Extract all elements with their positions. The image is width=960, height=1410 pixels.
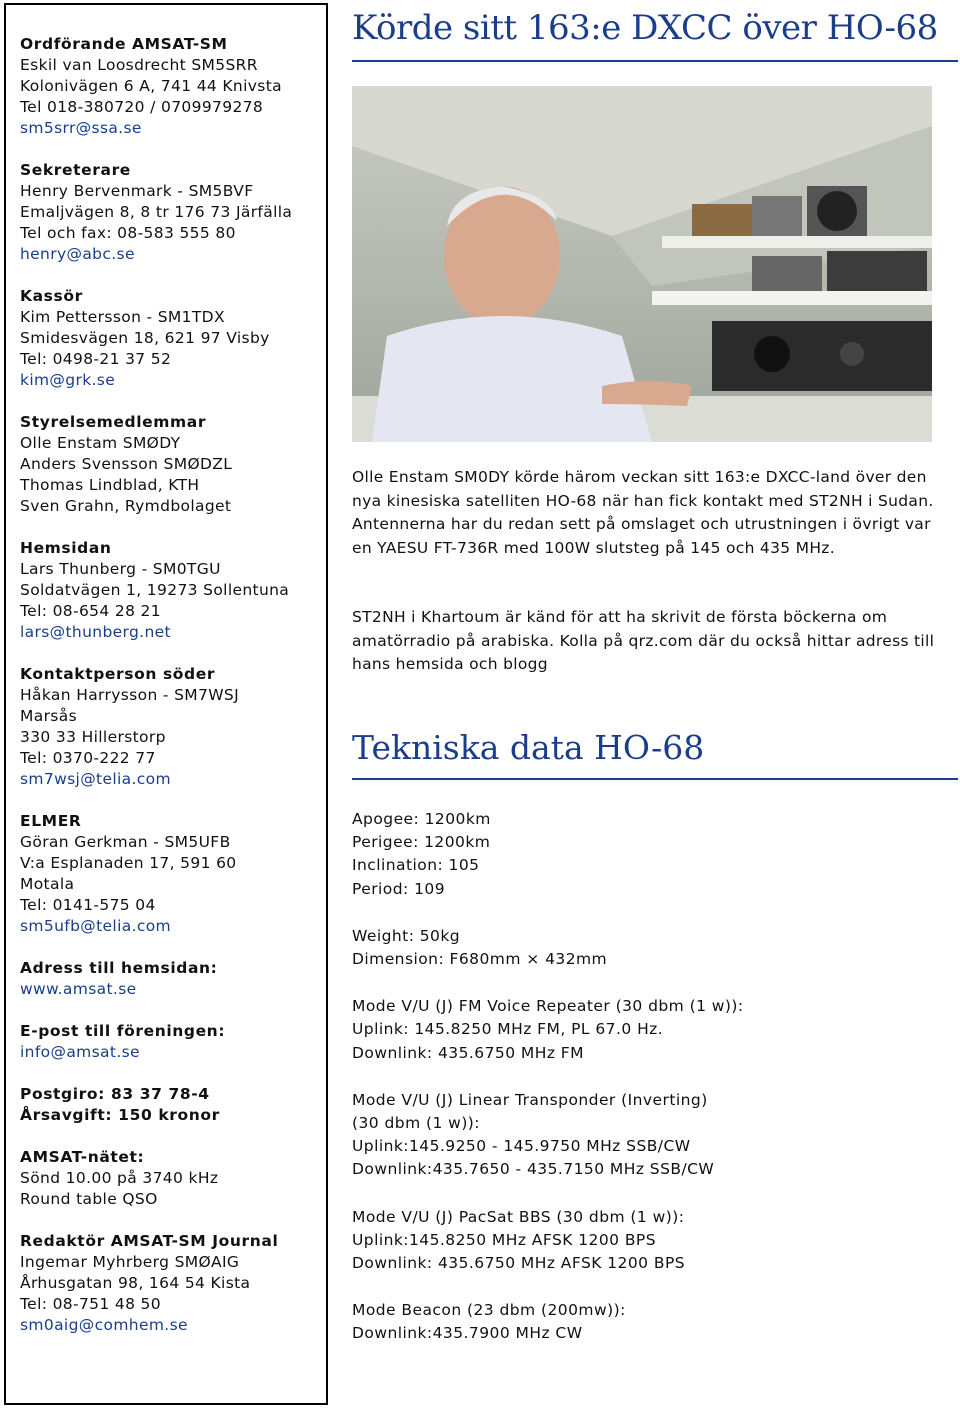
section-heading: ELMER [20, 812, 82, 830]
contact-line: Sven Grahn, Rymdbolaget [20, 497, 232, 515]
contact-line: Thomas Lindblad, KTH [20, 476, 200, 494]
section-heading: Ordförande AMSAT-SM [20, 35, 228, 53]
contact-section [20, 1147, 326, 1210]
article-paragraph-1: Olle Enstam SM0DY körde härom veckan sitt 163:e DXCC-land över den nya kinesiska satelliten HO-68 när han fick kontakt med ST2NH i Sudan. Antennerna har du redan sett på omslaget och utrustningen i övrigt var en YAESU FT-736R med 100W slutsteg på 145 och 435 MHz. [352, 468, 934, 557]
tech-line: Downlink: 435.6750 MHz FM [352, 1043, 584, 1062]
section-heading: Kassör [20, 287, 83, 305]
contact-link[interactable]: lars@thunberg.net [20, 623, 171, 641]
tech-line: Mode V/U (J) PacSat BBS (30 dbm (1 w)): [352, 1207, 685, 1226]
contact-line: Anders Svensson SMØDZL [20, 455, 233, 473]
contact-line: V:a Esplanaden 17, 591 60 [20, 854, 237, 872]
article-title: Körde sitt 163:e DXCC över HO-68 [352, 8, 938, 48]
section-heading: Årsavgift: 150 kronor [20, 1106, 220, 1124]
contact-section [20, 412, 326, 517]
contact-line: Tel: 08-654 28 21 [20, 602, 161, 620]
contact-line: Göran Gerkman - SM5UFB [20, 833, 231, 851]
section-heading: Adress till hemsidan: [20, 959, 218, 977]
contact-line: Tel och fax: 08-583 555 80 [20, 224, 236, 242]
contact-link[interactable]: info@amsat.se [20, 1043, 140, 1061]
contact-line: Smidesvägen 18, 621 97 Visby [20, 329, 270, 347]
contact-line: Kim Pettersson - SM1TDX [20, 308, 225, 326]
contact-link[interactable]: sm0aig@comhem.se [20, 1316, 188, 1334]
contact-link[interactable]: henry@abc.se [20, 245, 135, 263]
contact-line: Ingemar Myhrberg SMØAIG [20, 1253, 240, 1271]
contact-section [20, 958, 326, 1000]
contact-line: Soldatvägen 1, 19273 Sollentuna [20, 581, 290, 599]
tech-line: Downlink:435.7650 - 435.7150 MHz SSB/CW [352, 1160, 715, 1179]
contact-link[interactable]: www.amsat.se [20, 980, 137, 998]
group-spacer [352, 1065, 952, 1089]
section-heading: AMSAT-nätet: [20, 1148, 145, 1166]
contact-line: Tel 018-380720 / 0709979278 [20, 98, 264, 116]
contact-line: Round table QSO [20, 1190, 158, 1208]
tech-data-list [352, 808, 952, 1346]
tech-line: Mode Beacon (23 dbm (200mw)): [352, 1301, 626, 1320]
section-heading: Hemsidan [20, 539, 112, 557]
group-spacer [352, 1275, 952, 1299]
tech-line: Dimension: F680mm × 432mm [352, 950, 608, 969]
group-spacer [352, 901, 952, 925]
contact-line: Tel: 0498-21 37 52 [20, 350, 172, 368]
contact-section [20, 1231, 326, 1336]
contact-link[interactable]: sm7wsj@telia.com [20, 770, 171, 788]
contact-line: Emaljvägen 8, 8 tr 176 73 Järfälla [20, 203, 293, 221]
contact-line: Eskil van Loosdrecht SM5SRR [20, 56, 258, 74]
contact-line: Kolonivägen 6 A, 741 44 Knivsta [20, 77, 282, 95]
contact-sidebar [4, 3, 328, 1405]
section-heading: Sekreterare [20, 161, 131, 179]
tech-line: Uplink:145.9250 - 145.9750 MHz SSB/CW [352, 1137, 691, 1156]
tech-line: Apogee: 1200km [352, 810, 491, 828]
tech-line: Inclination: 105 [352, 856, 480, 875]
contact-section [20, 34, 326, 139]
tech-line: (30 dbm (1 w)): [352, 1114, 480, 1133]
contact-section [20, 664, 326, 790]
tech-line: Mode V/U (J) FM Voice Repeater (30 dbm (1 w)): [352, 997, 744, 1016]
contact-line: Sönd 10.00 på 3740 kHz [20, 1169, 219, 1187]
tech-line: Period: 109 [352, 879, 446, 898]
article-paragraph-2: ST2NH i Khartoum är känd för att ha skrivit de första böckerna om amatörradio på arabiska. Kolla på qrz.com där du också hittar adress till hans hemsida och blogg [352, 608, 935, 673]
contact-line: Lars Thunberg - SM0TGU [20, 560, 221, 578]
contact-section [20, 1021, 326, 1063]
contact-section [20, 538, 326, 643]
contact-line: Motala [20, 875, 75, 893]
title-divider [352, 60, 958, 62]
section-heading: Kontaktperson söder [20, 665, 216, 683]
tech-title: Tekniska data HO-68 [352, 728, 705, 767]
contact-line: Olle Enstam SMØDY [20, 434, 181, 452]
contact-line: Tel: 08-751 48 50 [20, 1295, 161, 1313]
group-spacer [352, 1182, 952, 1206]
tech-line: Weight: 50kg [352, 926, 461, 945]
tech-line: Uplink:145.8250 MHz AFSK 1200 BPS [352, 1230, 657, 1249]
tech-line: Downlink: 435.6750 MHz AFSK 1200 BPS [352, 1254, 686, 1273]
tech-line: Downlink:435.7900 MHz CW [352, 1324, 583, 1343]
photo-illustration [352, 86, 932, 442]
section-heading: Redaktör AMSAT-SM Journal [20, 1232, 279, 1250]
contact-section [20, 160, 326, 265]
contact-line: 330 33 Hillerstorp [20, 728, 166, 746]
tech-divider [352, 778, 958, 780]
section-heading: Styrelsemedlemmar [20, 413, 207, 431]
article-photo [352, 86, 932, 442]
contact-link[interactable]: sm5srr@ssa.se [20, 119, 142, 137]
tech-line: Mode V/U (J) Linear Transponder (Inverting) [352, 1090, 708, 1109]
contact-line: Tel: 0370-222 77 [20, 749, 156, 767]
contact-section [20, 286, 326, 391]
contact-line: Tel: 0141-575 04 [20, 896, 156, 914]
contact-line: Håkan Harrysson - SM7WSJ [20, 686, 240, 704]
tech-line: Perigee: 1200km [352, 833, 491, 852]
contact-section [20, 811, 326, 937]
tech-line: Uplink: 145.8250 MHz FM, PL 67.0 Hz. [352, 1020, 664, 1039]
contact-link[interactable]: sm5ufb@telia.com [20, 917, 172, 935]
contact-section [20, 1084, 326, 1126]
contact-line: Marsås [20, 707, 77, 725]
contact-link[interactable]: kim@grk.se [20, 371, 116, 389]
contact-line: Århusgatan 98, 164 54 Kista [20, 1274, 251, 1292]
section-heading: E-post till föreningen: [20, 1022, 226, 1040]
section-heading: Postgiro: 83 37 78-4 [20, 1085, 210, 1103]
contact-line: Henry Bervenmark - SM5BVF [20, 182, 254, 200]
group-spacer [352, 971, 952, 995]
